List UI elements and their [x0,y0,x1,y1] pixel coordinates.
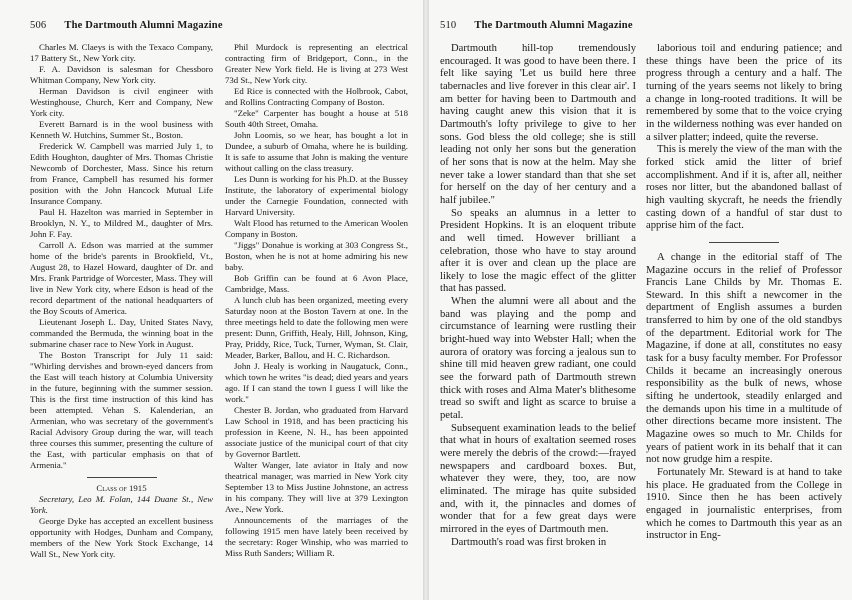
paragraph: George Dyke has accepted an excellent business opportunity with Hodges, Dunham and Company, members of the New York Stock Exchange, 14 Wall St., New York city. [30,516,213,559]
paragraph: Walter Wanger, late aviator in Italy and now theatrical manager, was married in New York city September 13 to Miss Justine Johnstone, an actress in his company. They will live at 379 Lexington Ave., New York. [225,460,408,514]
paragraph: F. A. Davidson is salesman for Chessboro Whitman Company, New York city. [30,64,213,85]
paragraph: A change in the editorial staff of The Magazine occurs in the relief of Professor Francis Lane Childs by Mr. Thomas E. Steward. In this shift a newcomer in the department of English assumes a burden transferred to him by one of the old standbys of the department. Editorial work for The Magazine, if done at all, constitutes no easy task for a busy faculty member. For Professor Childs it became an increasingly onerous responsibility as the bulk of news, whose sifting he undertook, steadily enlarged and the demands upon his time in a multitude of other directions became more insistent. The Magazine owes so much to Mr. Childs for years of patient work in its behalf that it can not now grudge him a respite. [646,251,842,466]
paragraph: Herman Davidson is civil engineer with Westinghouse, Church, Kerr and Company, New York city. [30,86,213,118]
paragraph: Bob Griffin can be found at 6 Avon Place, Cambridge, Mass. [225,273,408,294]
left-page-number: 506 [30,20,47,31]
left-running-head [30,20,223,31]
left-column-1 [30,42,213,560]
right-magazine-title: The Dartmouth Alumni Magazine [474,20,633,31]
paragraph: John Loomis, so we hear, has bought a lot in Dundee, a suburb of Omaha, where he is building. It is safe to assume that John is making the venture without calling on the class treasury. [225,130,408,173]
paragraph: Frederick W. Campbell was married July 1, to Edith Houghton, daughter of Mrs. Thomas Christie Newcomb of Dorchester, Mass. Since his return from France, Campbell has resumed his former position with the John Hancock Mutual Life Insurance Company. [30,141,213,206]
paragraph: Dartmouth's road was first broken in [451,536,607,548]
paragraph: John J. Healy is working in Naugatuck, Conn., which town he writes "is dead; died years and years ago. If I can stand the town I guess I will like the work." [225,361,408,404]
paragraph: Everett Barnard is in the wool business with Kenneth W. Hutchins, Summer St., Boston. [30,119,213,140]
paragraph: Ed Rice is connected with the Holbrook, Cabot, and Rollins Contracting Company of Boston. [225,86,408,107]
right-column-1 [440,43,636,549]
section-rule [709,242,779,243]
page-gutter [423,0,429,600]
right-column-2 [646,43,842,543]
class-secretary: Secretary, Leo M. Folan, 144 Duane St., New York. [30,494,213,515]
paragraph: Les Dunn is working for his Ph.D. at the Bussey Institute, the laboratory of experimental biology under the Carnegie Foundation, connected with Harvard University. [225,174,408,217]
paragraph: "Zeke" Carpenter has bought a house at 518 South 40th Street, Omaha. [225,108,408,129]
paragraph: So speaks an alumnus in a letter to President Hopkins. It is an eloquent tribute and well timed. However brilliant a celebration, those who have to stay around after it is over and clean up the place are likely to lose the magic effect of the glitter that has passed. [440,207,636,295]
paragraph: Lieutenant Joseph L. Day, United States Navy, commanded the Bermuda, the winning boat in the submarine chaser race to New York in August. [30,317,213,349]
right-running-head [440,20,633,31]
paragraph: The Boston Transcript for July 11 said: "Whirling dervishes and brown-eyed dancers from the East will teach history at Columbia University in the future, beginning with the summer session. This is the first time instruction of this kind has been attempted. Vehan S. Kalenderian, an Armenian, who was secretary of the government's Racial Advisory Group during the war, will teach three courses this summer, presenting the culture of the East, with particular emphasis on that of Armenia." [30,350,213,470]
paragraph: Charles M. Claeys is with the Texaco Company, 17 Battery St., New York city. [30,42,213,63]
paragraph: This is merely the view of the man with the forked stick amid the litter of brief accomplishment. And if it is, after all, neither roses nor litter, but the abandoned ballast of high vaulting skycraft, he needs the friendly casting down of a handful of star dust to apprise him of the fact. [646,144,842,232]
paragraph: "Jiggs" Donahue is working at 303 Congress St., Boston, when he is not at home admiring his new baby. [225,240,408,272]
left-page [0,0,422,600]
paragraph: Fortunately Mr. Steward is at hand to take his place. He graduated from the College in 1910. Since then he has been actively engaged in journalistic enterprises, from which he comes to Dartmouth this year as an instructor in Eng- [646,467,842,542]
paragraph: Announcements of the marriages of the following 1915 men have lately been received by the secretary: Roger Winship, who was married to Miss Ruth Sanders; William R. [225,515,408,558]
paragraph: A lunch club has been organized, meeting every Saturday noon at the Boston Tavern at one. In the three meetings held to date the following men were present: Dunn, Griffith, Healy, Hill, Johnson, King, Pray, Priddy, Rice, Tuck, Turner, Wyman, St. Clair, Meader, Barker, Ballou, and H. C. Richardson. [225,295,408,360]
paragraph: Subsequent examination leads to the belief that what in hours of exaltation seemed roses were merely the debris of the crowd:—frayed newspapers and cardboard boxes. But, whatever they were, they, too, are now eliminated. The mirage has quite subsided and, with it, the pinnacles and domes of wonder that for a few great days were mirrored in the eyes of Dartmouth men. [440,422,636,535]
right-page-number: 510 [440,20,457,31]
left-column-2 [225,42,408,559]
paragraph: Chester B. Jordan, who graduated from Harvard Law School in 1918, and has been practicing his profession in Keene, N. H., has been appointed associate justice of the municipal court of that city by Governor Bartlett. [225,405,408,459]
paragraph: When the alumni were all about and the band was playing and the pomp and circumstance of learning were rustling their bright-hued way into Webster Hall; when the aurora of oratory was forcing a jealous sun to shine till mid heaven grew radiant, one could see the forward path of Dartmouth strewn thick with roses and Alma Mater's blithesome tread so swift and light as scarce to bruise a petal. [440,296,636,422]
section-rule [87,477,157,478]
right-page [430,0,852,600]
paragraph: Carroll A. Edson was married at the summer home of the bride's parents in Brookfield, Vt., August 28, to Hazel Howard, daughter of Dr. and Mrs. Frank Partridge of Worcester, Mass. They will live in New York city, where Edson is head of the record department of the national headquarters of the Boy Scouts of America. [30,240,213,316]
paragraph: Paul H. Hazelton was married in September in Brooklyn, N. Y., to Mildred M., daughter of Mrs. John F. Fay. [30,207,213,239]
class-heading: Class of 1915 [96,483,147,493]
paragraph: laborious toil and enduring patience; and these things have been the price of its progress through a century and a half. The turning of the years seems not likely to bring a change in long-rooted traditions. It will be remembered by some that to the voice crying in the wilderness nothing was ever handed on a silver platter; indeed, quite the reverse. [646,43,842,143]
paragraph: Dartmouth hill-top tremendously encouraged. It was good to have been there. I felt like saying 'Let us build here three tabernacles and live forever in this clear air'. I am better for having been to Dartmouth and having caught anew this vision that it is Dartmouth's lofty privilege to give to her sons. God bless the old college; she is still leading not only her sons but the generation of her sons that is now at the helm. May she never take a lower standard than that she set for herself on the day of her century and a half jubilee." [440,43,636,206]
paragraph: Phil Murdock is representing an electrical contracting firm of Bridgeport, Conn., in the Greater New York field. He is living at 273 West 73d St., New York city. [225,42,408,85]
paragraph: Walt Flood has returned to the American Woolen Company in Boston. [225,218,408,239]
left-magazine-title: The Dartmouth Alumni Magazine [64,20,223,31]
